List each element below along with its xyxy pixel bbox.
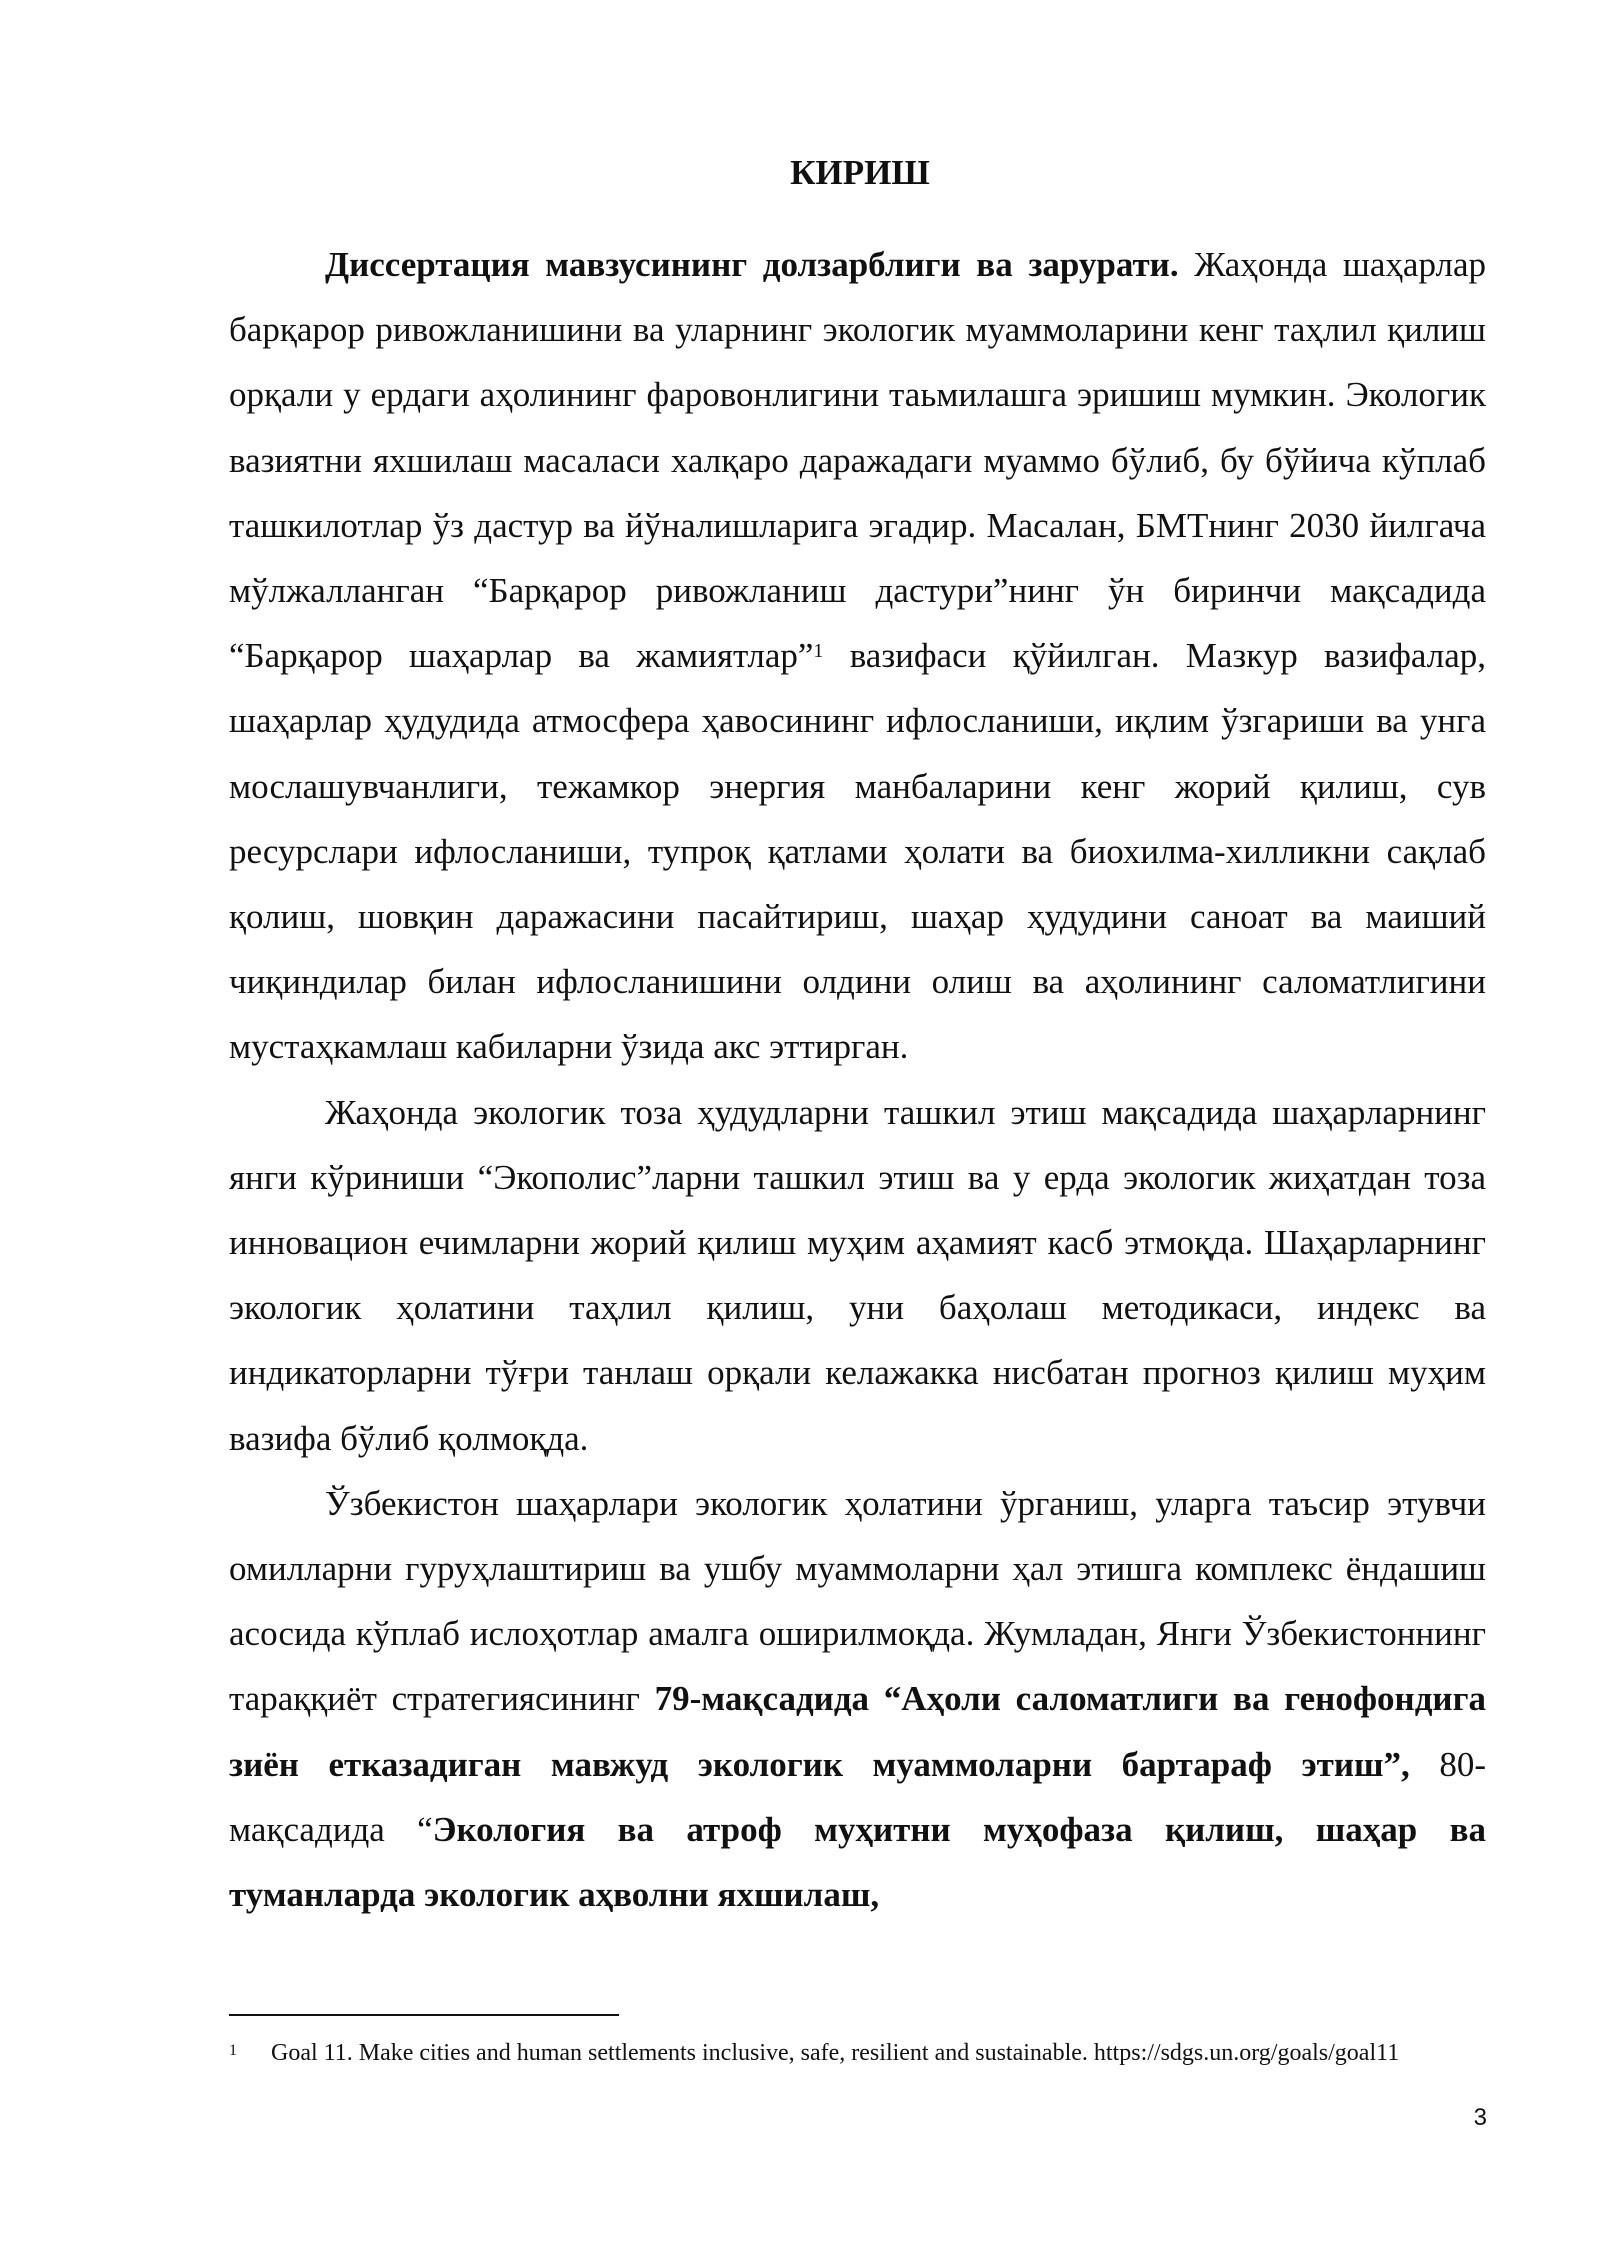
page-number: 3 bbox=[1473, 2104, 1487, 2131]
bold-goal-80: Экология ва атроф муҳитни муҳофаза қилиш, шаҳар ва туманларда экологик аҳволни яхшилаш, bbox=[229, 1809, 1486, 1915]
body-text bbox=[229, 232, 1486, 1927]
footnote-separator bbox=[229, 2014, 619, 2016]
paragraph-text-continued: вазифаси қўйилган. Мазкур вазифалар, шаҳарлар ҳудудида атмосфера ҳавосининг ифлосланиши, иқлим ўзгариши ва унга мослашувчанлиги, тежамкор энергия манбаларини кенг жорий қилиш, сув ресурслари ифлосланиши, тупроқ қатлами ҳолати ва биохилма-хилликни сақлаб қолиш, шовқин даражасини пасайтириш, шаҳар ҳудудини саноат ва маиший чиқиндилар билан ифлосланишини олдини олиш ва аҳолининг саломатлигини мустаҳкамлаш кабиларни ўзида акс эттирган. bbox=[229, 636, 1486, 1067]
footnote-text: Goal 11. Make cities and human settlements inclusive, safe, resilient and sustainable. https://sdgs.un.org/goals/goal11 bbox=[271, 2040, 1400, 2066]
paragraph-text: Ўзбекистон шаҳарлари экологик ҳолатини ўрганиш, уларга таъсир этувчи омилларни гуруҳлаштириш ва ушбу муаммоларни ҳал этишга комплекс ёндашиш асосида кўплаб ислоҳотлар амалга оширилмоқда. Жумладан, Янги Ўзбекистоннинг тараққиёт стратегиясининг bbox=[229, 1483, 1486, 1719]
paragraph-text-continued: 80-мақсадида “ bbox=[229, 1744, 1486, 1849]
paragraph-lead-bold: Диссертация мавзусининг долзарблиги ва зарурати. bbox=[325, 245, 1179, 284]
paragraph-2 bbox=[229, 1080, 1486, 1471]
footnote-reference[interactable]: 1 bbox=[813, 640, 824, 663]
paragraph-text: Жаҳонда шаҳарлар барқарор ривожланишини ва уларнинг экологик муаммоларини кенг таҳлил қилиш орқали у ердаги аҳолининг фаровонлигини таьмилашга эришиш мумкин. Экологик вазиятни яхшилаш масаласи халқаро даражадаги муаммо бўлиб, бу бўйича кўплаб ташкилотлар ўз дастур ва йўналишларига эгадир. Масалан, БМТнинг 2030 йилгача мўлжалланган “Барқарор ривожланиш дастури”нинг ўн биринчи мақсадида “Барқарор шаҳарлар ва жамиятлар” bbox=[229, 245, 1486, 676]
paragraph-1 bbox=[229, 232, 1486, 1080]
paragraph-text: Жаҳонда экологик тоза ҳудудларни ташкил этиш мақсадида шаҳарларнинг янги кўриниши “Экополис”ларни ташкил этиш ва у ерда экологик жиҳатдан тоза инновацион ечимларни жорий қилиш муҳим аҳамият касб этмоқда. Шаҳарларнинг экологик ҳолатини таҳлил қилиш, уни баҳолаш методикаси, индекс ва индикаторларни тўғри танлаш орқали келажакка нисбатан прогноз қилиш муҳим вазифа бўлиб қолмоқда. bbox=[229, 1092, 1486, 1458]
bold-goal-79: 79-мақсадида “Аҳоли саломатлиги ва генофондига зиён етказадиган мавжуд экологик муаммоларни бартараф этиш”, bbox=[229, 1679, 1486, 1784]
section-heading: КИРИШ bbox=[790, 153, 930, 192]
footnote-mark: 1 bbox=[229, 2042, 237, 2059]
paragraph-3 bbox=[229, 1471, 1486, 1927]
footnote bbox=[229, 2036, 1486, 2070]
